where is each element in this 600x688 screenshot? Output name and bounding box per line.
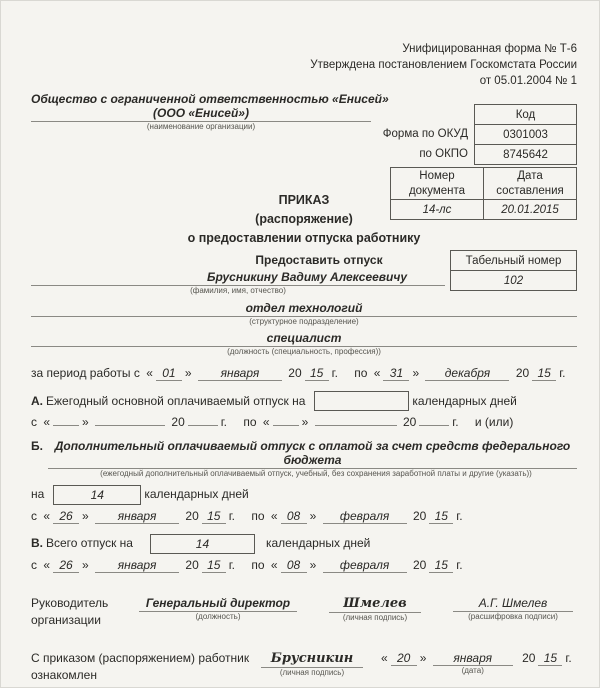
century: 20 <box>185 508 199 523</box>
organization-caption: (наименование организации) <box>146 122 256 132</box>
section-b-vacation-type: Дополнительный оплачиваемый отпуск с оплатой за счет средств федерального бюджета <box>48 439 577 469</box>
close-quote: » <box>419 650 427 665</box>
personnel-number-value: 102 <box>451 271 577 291</box>
section-v-line1 <box>31 534 577 554</box>
head-signature-label: Руководитель организации <box>31 595 109 628</box>
open-quote: « <box>373 366 381 381</box>
ack-day: 20 <box>391 651 417 666</box>
head-name-caption: (расшифровка подписи) <box>468 611 558 621</box>
open-quote: « <box>270 508 278 523</box>
year-suffix: г. <box>452 415 459 430</box>
section-v-to-year: 15 <box>429 558 453 573</box>
organization-short-name: (ООО «Енисей») <box>31 106 371 122</box>
year-suffix: г. <box>456 557 463 572</box>
section-a-to-year <box>419 425 449 426</box>
head-signature-column <box>329 596 421 623</box>
stamp-line-date: от 05.01.2004 № 1 <box>479 75 577 88</box>
section-b-from-year: 15 <box>202 509 226 524</box>
century: 20 <box>522 650 536 665</box>
section-a-to-month <box>315 425 397 426</box>
section-b-line1 <box>31 439 577 469</box>
employee-name-line: Брусникину Вадиму Алексеевичу <box>31 270 445 286</box>
acknowledgement-row <box>31 650 577 685</box>
section-b-dates <box>31 509 577 524</box>
from-label: с <box>31 415 37 430</box>
organization-block <box>31 92 389 165</box>
section-b-days-line <box>31 485 577 505</box>
codes-labels <box>383 104 468 165</box>
doc-date-header: Дата составления <box>484 168 577 200</box>
year-suffix: г. <box>565 650 572 665</box>
year-suffix: г. <box>559 366 566 381</box>
from-label: с <box>31 557 37 572</box>
head-signature-row <box>31 595 577 630</box>
doc-date-value: 20.01.2015 <box>484 200 577 220</box>
ack-date-caption: (дата) <box>461 665 484 675</box>
section-b <box>31 439 577 523</box>
section-v-text: Всего отпуск на <box>46 536 133 551</box>
century: 20 <box>412 557 427 572</box>
grant-heading: Предоставить отпуск <box>255 253 383 268</box>
department-caption: (структурное подразделение) <box>249 316 359 326</box>
close-quote: » <box>184 366 192 381</box>
personnel-number-header: Табельный номер <box>451 251 577 271</box>
to-label: по <box>251 557 265 572</box>
section-a-from-year <box>188 425 218 426</box>
open-quote: « <box>262 415 270 430</box>
department-line: отдел технологий <box>31 301 577 317</box>
ack-month: января <box>433 651 513 666</box>
head-position-column <box>139 596 297 622</box>
okud-label: Форма по ОКУД <box>382 128 468 141</box>
section-v-from-year: 15 <box>202 558 226 573</box>
year-suffix: г. <box>220 415 228 430</box>
section-b-type-caption: (ежегодный дополнительный оплачиваемый отпуск, учебный, без сохранения заработной платы и другие (указать)) <box>100 469 532 479</box>
close-quote: » <box>309 557 317 572</box>
section-a-from-day <box>53 425 79 426</box>
section-b-from-month: января <box>95 509 179 524</box>
employee-name-caption: (фамилия, имя, отчество) <box>190 286 286 296</box>
work-period-label: за период работы с <box>31 366 140 381</box>
section-v-dates <box>31 558 577 573</box>
title-subject: о предоставлении отпуска работнику <box>187 230 421 245</box>
section-b-from-day: 26 <box>53 509 79 524</box>
close-quote: » <box>82 557 89 572</box>
year-suffix: г. <box>228 557 236 572</box>
ack-year: 15 <box>538 651 562 666</box>
close-quote: » <box>82 415 89 430</box>
title-main: ПРИКАЗ <box>278 193 330 208</box>
document-title-row <box>31 167 577 249</box>
section-a-days-box <box>314 391 409 411</box>
section-b-to-day: 08 <box>281 509 307 524</box>
to-label: по <box>251 508 265 523</box>
century: 20 <box>412 508 427 523</box>
section-a-letter: А. <box>31 393 43 408</box>
head-position-caption: (должность) <box>195 611 241 621</box>
open-quote: « <box>43 415 51 430</box>
codes-block <box>383 104 577 165</box>
codes-header-cell: Код <box>475 105 577 125</box>
period-to-year: 15 <box>532 366 556 381</box>
na-label: на <box>31 487 45 502</box>
century: 20 <box>185 557 199 572</box>
section-v-days-box: 14 <box>150 534 255 554</box>
century: 20 <box>515 366 530 381</box>
head-signature-value: Шмелев <box>329 596 421 613</box>
close-quote: » <box>412 366 420 381</box>
organization-name: Общество с ограниченной ответственностью «Енисей» <box>31 92 389 107</box>
okud-value-cell: 0301003 <box>475 125 577 145</box>
head-name-column <box>453 596 573 622</box>
section-v-days-label: календарных дней <box>265 536 371 551</box>
section-a-days-label: календарных дней <box>412 393 517 408</box>
year-suffix: г. <box>456 508 463 523</box>
section-a <box>31 391 577 429</box>
close-quote: » <box>301 415 309 430</box>
doc-number-header: Номер документа <box>391 168 484 200</box>
open-quote: « <box>146 366 153 381</box>
title-sub: (распоряжение) <box>255 212 353 227</box>
section-a-dates <box>31 415 577 429</box>
section-v-letter: В. <box>31 536 43 551</box>
section-v-to-month: февраля <box>323 558 407 573</box>
century: 20 <box>171 415 185 430</box>
work-period-line <box>31 366 577 381</box>
to-label: по <box>243 415 257 430</box>
position-line: специалист <box>31 331 577 347</box>
head-position-value: Генеральный директор <box>139 596 297 612</box>
section-v-to-day: 08 <box>281 558 307 573</box>
section-v-from-month: января <box>95 558 179 573</box>
period-to-day: 31 <box>383 366 409 381</box>
from-label: с <box>31 508 37 523</box>
century: 20 <box>288 366 302 381</box>
employee-signature-column <box>261 651 363 678</box>
section-a-text: Ежегодный основной оплачиваемый отпуск на <box>46 393 306 408</box>
employee-signature-caption: (личная подпись) <box>279 667 345 677</box>
close-quote: » <box>82 508 89 523</box>
form-approval-stamp <box>31 41 577 89</box>
section-b-to-month: февраля <box>323 509 407 524</box>
period-from-year: 15 <box>305 366 329 381</box>
section-b-days-label: календарных дней <box>144 487 249 502</box>
open-quote: « <box>43 557 51 572</box>
acknowledgement-date <box>381 650 575 675</box>
close-quote: » <box>309 508 317 523</box>
grant-section <box>31 253 577 296</box>
year-suffix: г. <box>228 508 236 523</box>
employee-signature-value: Брусникин <box>261 651 363 668</box>
codes-table <box>474 104 577 165</box>
section-a-from-month <box>95 425 165 426</box>
ack-month-wrap <box>433 650 516 675</box>
section-b-days-box: 14 <box>53 485 141 505</box>
section-a-to-day <box>273 425 299 426</box>
open-quote: « <box>43 508 51 523</box>
and-or-label: и (или) <box>474 415 514 430</box>
okpo-value-cell: 8745642 <box>475 145 577 165</box>
stamp-line-approved-by: Утверждена постановлением Госкомстата России <box>310 59 577 72</box>
century: 20 <box>402 415 417 430</box>
acknowledgement-label: С приказом (распоряжением) работник ознакомлен <box>31 650 250 683</box>
doc-number-value: 14-лс <box>391 200 484 220</box>
open-quote: « <box>381 650 388 665</box>
open-quote: « <box>270 557 278 572</box>
section-a-line1 <box>31 391 577 411</box>
year-suffix: г. <box>331 366 338 381</box>
head-name-value: А.Г. Шмелев <box>453 596 573 612</box>
section-b-letter: Б. <box>31 439 43 454</box>
document-number-table <box>390 167 577 220</box>
stamp-line-form-number: Унифицированная форма № Т-6 <box>402 43 577 55</box>
position-caption: (должность (специальность, профессия)) <box>227 347 381 357</box>
okpo-label: по ОКПО <box>419 148 468 161</box>
period-from-day: 01 <box>156 366 182 381</box>
organization-row <box>31 92 577 165</box>
personnel-number-table <box>450 250 577 291</box>
to-label: по <box>354 366 368 381</box>
section-v-from-day: 26 <box>53 558 79 573</box>
period-to-month: декабря <box>425 366 509 381</box>
period-from-month: января <box>198 366 282 381</box>
section-b-to-year: 15 <box>429 509 453 524</box>
head-signature-caption: (личная подпись) <box>342 612 408 622</box>
section-v <box>31 534 577 573</box>
